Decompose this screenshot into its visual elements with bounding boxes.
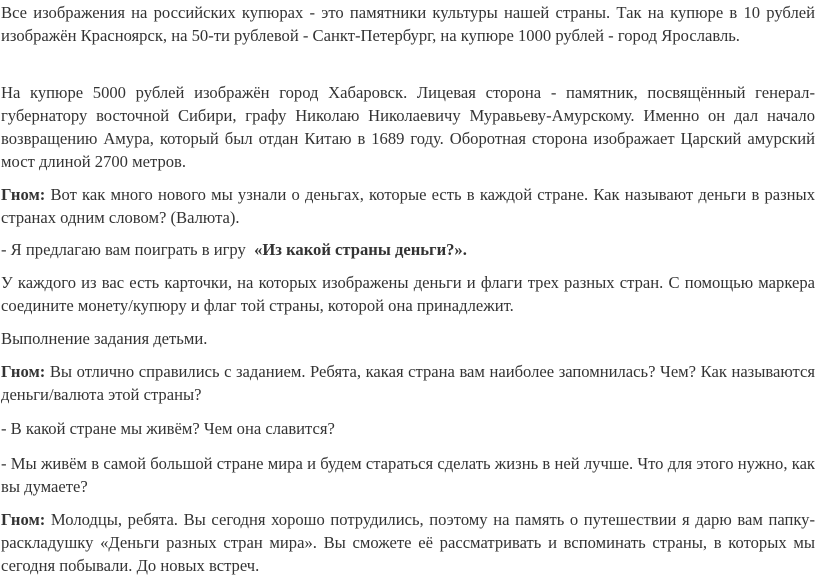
paragraph-text: - В какой стране мы живём? Чем она славится?: [1, 419, 335, 438]
paragraph-banknote-monuments: [1, 1, 815, 47]
paragraph-task-execution: [1, 327, 815, 350]
paragraph-text: Молодцы, ребята. Вы сегодня хорошо потрудились, поэтому на память о путешествии я дарю вам папку-раскладушку «Деньги разных стран мира». Вы сможете её рассматривать и вспоминать страны, в которых мы сегодня побывали. До новых встреч.: [1, 510, 815, 575]
paragraph-text: - Я предлагаю вам поиграть в игру: [1, 240, 255, 259]
game-title: «Из какой страны деньги?».: [254, 240, 467, 259]
speaker-label: Гном:: [1, 510, 46, 529]
paragraph-gnome-farewell: [1, 508, 815, 577]
paragraph-text: На купюре 5000 рублей изображён город Хабаровск. Лицевая сторона - памятник, посвящённый генерал-губернатору восточной Сибири, графу Николаю Николаевичу Муравьеву-Амурскому. Именно он дал начало возвращению Амура, который был отдан Китаю в 1689 году. Оборотная сторона изображает Царский амурский мост длиной 2700 метров.: [1, 83, 815, 171]
paragraph-game-offer: [1, 238, 815, 261]
speaker-label: Гном:: [1, 362, 46, 381]
paragraph-largest-country: [1, 452, 815, 498]
paragraph-khabarovsk: [1, 81, 815, 173]
paragraph-gnome-praise: [1, 360, 815, 406]
paragraph-text: Все изображения на российских купюрах - это памятники культуры нашей страны. Так на купюре в 10 рублей изображён Красноярск, на 50-ти рублевой - Санкт-Петербург, на купюре 1000 рублей - город Ярославль.: [1, 3, 815, 45]
paragraph-text: Вы отлично справились с заданием. Ребята, какая страна вам наиболее запомнилась? Чем? Как называются деньги/валюта этой страны?: [1, 362, 815, 404]
paragraph-text: Вот как много нового мы узнали о деньгах, которые есть в каждой стране. Как называют деньги в разных странах одним словом? (Валюта).: [1, 185, 815, 227]
paragraph-text: У каждого из вас есть карточки, на которых изображены деньги и флаги трех разных стран. С помощью маркера соедините монету/купюру и флаг той страны, которой она принадлежит.: [1, 273, 815, 315]
speaker-label: Гном:: [1, 185, 46, 204]
paragraph-text: Выполнение задания детьми.: [1, 329, 208, 348]
paragraph-gnome-currency: [1, 183, 815, 229]
paragraph-cards-task: [1, 271, 815, 317]
paragraph-which-country: [1, 417, 815, 440]
paragraph-text: - Мы живём в самой большой стране мира и будем стараться сделать жизнь в ней лучше. Что для этого нужно, как вы думаете?: [1, 454, 815, 496]
